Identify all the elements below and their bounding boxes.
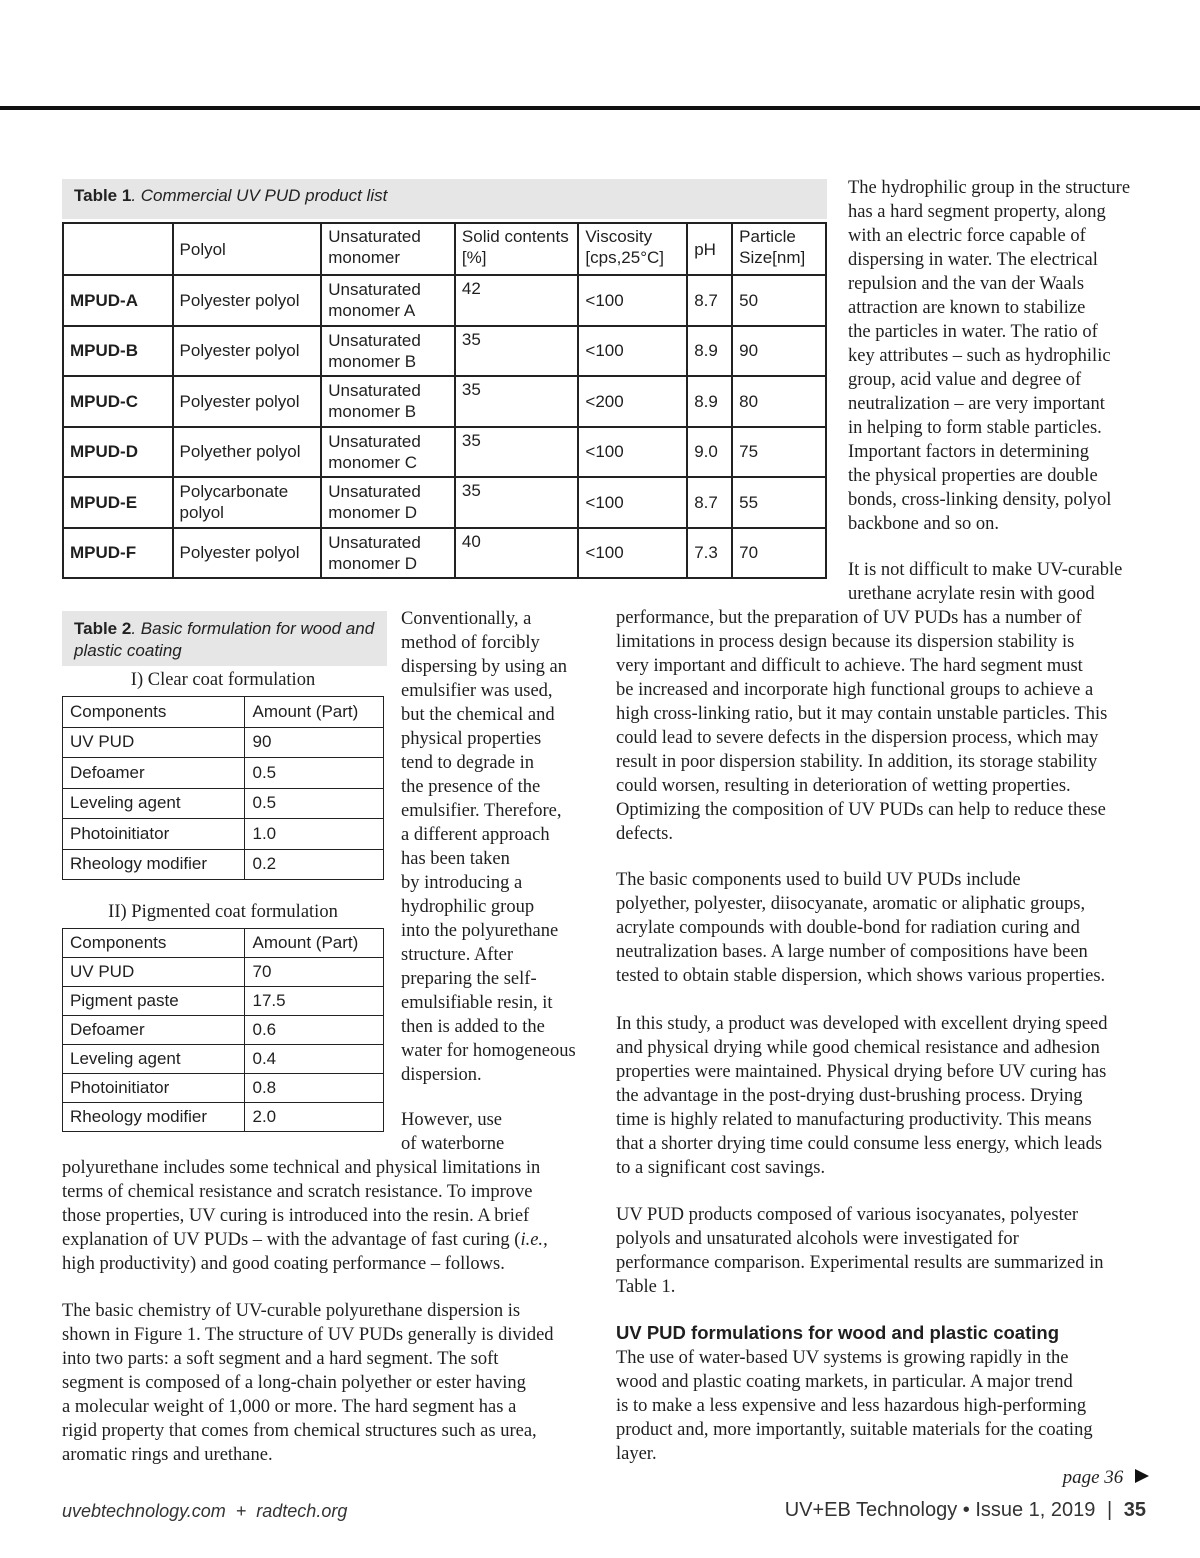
- table-cell: <100: [578, 528, 687, 579]
- table-row: [63, 528, 826, 579]
- text-line: polyether, polyester, diisocyanate, aromatic or aliphatic groups,: [616, 894, 1086, 914]
- table-cell: 90: [245, 727, 384, 758]
- footer-publication-title: UV+EB Technology • Issue 1, 2019: [784, 1499, 1096, 1521]
- table-cell: 35: [455, 376, 578, 427]
- text-line: very important and difficult to achieve. The hard segment must: [616, 656, 1083, 676]
- text-line: Important factors in determining: [848, 442, 1089, 462]
- text-line: high cross-linking ratio, but it may contain unstable particles. This: [616, 704, 1108, 724]
- text-line: urethane acrylate resin with good: [848, 584, 1095, 604]
- table2-caption: [62, 611, 387, 666]
- text-line: tested to obtain stable dispersion, which shows various properties.: [616, 966, 1106, 986]
- table1-label: Table 1: [74, 186, 132, 205]
- section-heading: UV PUD formulations for wood and plastic coating: [616, 1322, 1059, 1343]
- text-line: tend to degrade in: [401, 753, 535, 773]
- table-cell: 0.6: [245, 1016, 384, 1045]
- text-line: However, use: [401, 1110, 502, 1130]
- text-line: preparing the self-: [401, 969, 537, 989]
- table-row: [63, 1016, 384, 1045]
- text-line: explanation of UV PUDs – with the advantage of fast curing (: [62, 1230, 521, 1250]
- right-column-paragraph-3: [616, 1012, 1156, 1180]
- table-cell: 1.0: [245, 819, 384, 850]
- text-line: group, acid value and degree of: [848, 370, 1082, 390]
- column-header: Components: [63, 929, 245, 958]
- table-row: [63, 727, 384, 758]
- table1-caption: [62, 179, 827, 219]
- text-line: polyols and unsaturated alcohols were investigated for: [616, 1229, 1019, 1249]
- text-line: with an electric force capable of: [848, 226, 1086, 246]
- table-row: [63, 1103, 384, 1132]
- text-line: UV PUD products composed of various isocyanates, polyester: [616, 1205, 1079, 1225]
- column-header: Viscosity [cps,25°C]: [578, 223, 687, 275]
- text-line: terms of chemical resistance and scratch resistance. To improve: [62, 1182, 533, 1202]
- text-line: product and, more importantly, suitable materials for the coating: [616, 1420, 1093, 1440]
- text-line: into two parts: a soft segment and a hard segment. The soft: [62, 1349, 499, 1369]
- table2-label: Table 2: [74, 619, 132, 638]
- column-header: [63, 223, 173, 275]
- table-row: [63, 326, 826, 377]
- text-line: In this study, a product was developed with excellent drying speed: [616, 1014, 1108, 1034]
- table-row: [63, 427, 826, 478]
- text-line: i.e.: [520, 1230, 544, 1250]
- text-line: dispersion.: [401, 1065, 482, 1085]
- text-line: It is not difficult to make UV-curable: [848, 560, 1123, 580]
- row-label: MPUD-E: [63, 477, 173, 528]
- continued-page-text: page 36: [1062, 1467, 1124, 1488]
- text-line: to a significant cost savings.: [616, 1158, 826, 1178]
- table-cell: <100: [578, 427, 687, 478]
- row-label: MPUD-B: [63, 326, 173, 377]
- right-column-paragraph-2: [616, 868, 1156, 988]
- table-row: [63, 758, 384, 789]
- text-line: a molecular weight of 1,000 or more. The hard segment has a: [62, 1397, 517, 1417]
- footer-websites: uvebtechnology.com + radtech.org: [62, 1501, 348, 1521]
- table-cell: 75: [732, 427, 826, 478]
- table-row: [63, 376, 826, 427]
- text-line: aromatic rings and urethane.: [62, 1445, 273, 1465]
- table-cell: 70: [245, 958, 384, 987]
- text-line: in helping to form stable particles.: [848, 418, 1102, 438]
- table-cell: 8.9: [687, 326, 732, 377]
- text-line: structure. After: [401, 945, 513, 965]
- table-row: [63, 1045, 384, 1074]
- text-line: rigid property that comes from chemical structures such as urea,: [62, 1421, 537, 1441]
- table-header-row: [63, 223, 826, 275]
- text-line: dispersing by using an: [401, 657, 567, 677]
- text-line: by introducing a: [401, 873, 523, 893]
- table-header-row: [63, 697, 384, 728]
- column-header: pH: [687, 223, 732, 275]
- table-cell: 0.5: [245, 758, 384, 789]
- column-header: Solid contents [%]: [455, 223, 578, 275]
- text-line: emulsifiable resin, it: [401, 993, 553, 1013]
- continued-link[interactable]: [1040, 1467, 1150, 1489]
- table-cell: Rheology modifier: [63, 1103, 245, 1132]
- right-column-paragraph-5: [616, 1346, 1156, 1466]
- right-top-paragraph-2: [848, 558, 1158, 606]
- table-cell: 8.9: [687, 376, 732, 427]
- column-header: Components: [63, 697, 245, 728]
- table-cell: Polyester polyol: [173, 376, 322, 427]
- text-line: time is highly related to manufacturing productivity. This means: [616, 1110, 1092, 1130]
- table2-caption-text: . Basic formulation for wood and plastic coating: [74, 619, 375, 660]
- table-cell: Polycarbonate polyol: [173, 477, 322, 528]
- column-header: Polyol: [173, 223, 322, 275]
- right-column-paragraph-4: [616, 1203, 1156, 1299]
- table-cell: Defoamer: [63, 1016, 245, 1045]
- text-line: properties were maintained. Physical drying before UV curing has: [616, 1062, 1107, 1082]
- column-header: Amount (Part): [245, 697, 384, 728]
- table-cell: Unsaturated monomer C: [321, 427, 455, 478]
- page-number: 35: [1123, 1499, 1146, 1521]
- row-label: MPUD-F: [63, 528, 173, 579]
- text-line: emulsifier was used,: [401, 681, 553, 701]
- text-line: The use of water-based UV systems is growing rapidly in the: [616, 1348, 1069, 1368]
- table1: [62, 222, 827, 579]
- table-header-row: [63, 929, 384, 958]
- text-line: Conventionally, a: [401, 609, 532, 629]
- footer-publication: UV+EB Technology • Issue 1, 2019 | 35: [784, 1499, 1146, 1521]
- text-line: acrylate compounds with double-bond for radiation curing and: [616, 918, 1080, 938]
- table-row: [63, 849, 384, 880]
- table-cell: 35: [455, 477, 578, 528]
- text-line: segment is composed of a long-chain polyether or ester having: [62, 1373, 526, 1393]
- clear-coat-table: [62, 696, 384, 880]
- text-line: method of forcibly: [401, 633, 540, 653]
- text-line: Optimizing the composition of UV PUDs can help to reduce these: [616, 800, 1106, 820]
- table-cell: 2.0: [245, 1103, 384, 1132]
- table-row: [63, 819, 384, 850]
- table-cell: 8.7: [687, 477, 732, 528]
- text-line: has been taken: [401, 849, 510, 869]
- table-cell: Defoamer: [63, 758, 245, 789]
- text-line: a different approach: [401, 825, 550, 845]
- text-line: neutralization bases. A large number of compositions have been: [616, 942, 1088, 962]
- row-label: MPUD-A: [63, 275, 173, 326]
- table-cell: 35: [455, 326, 578, 377]
- text-line: shown in Figure 1. The structure of UV PUDs generally is divided: [62, 1325, 554, 1345]
- table-cell: <100: [578, 326, 687, 377]
- text-line: ,: [543, 1230, 548, 1250]
- table-row: [63, 275, 826, 326]
- table-cell: Unsaturated monomer B: [321, 376, 455, 427]
- text-line: performance, but the preparation of UV PUDs has a number of: [616, 608, 1082, 628]
- text-line: has a hard segment property, along: [848, 202, 1106, 222]
- text-line: Table 1.: [616, 1277, 676, 1297]
- table-cell: Rheology modifier: [63, 849, 245, 880]
- text-line: polyurethane includes some technical and physical limitations in: [62, 1158, 541, 1178]
- right-top-paragraph-1: [848, 176, 1158, 536]
- text-line: is to make a less expensive and less hazardous high-performing: [616, 1396, 1087, 1416]
- column-header: Particle Size[nm]: [732, 223, 826, 275]
- text-line: and physical drying while good chemical resistance and adhesion: [616, 1038, 1100, 1058]
- table-cell: 35: [455, 427, 578, 478]
- text-line: could worsen, resulting in deterioration of wetting properties.: [616, 776, 1071, 796]
- table-cell: 80: [732, 376, 826, 427]
- text-line: could lead to severe defects in the dispersion process, which may: [616, 728, 1099, 748]
- table-cell: 0.2: [245, 849, 384, 880]
- table-row: [63, 1074, 384, 1103]
- table-cell: Polyester polyol: [173, 275, 322, 326]
- table-cell: 17.5: [245, 987, 384, 1016]
- text-line: emulsifier. Therefore,: [401, 801, 562, 821]
- top-rule: [0, 106, 1200, 110]
- table-cell: <100: [578, 477, 687, 528]
- table-cell: 42: [455, 275, 578, 326]
- table-cell: <200: [578, 376, 687, 427]
- text-line: high productivity) and good coating performance – follows.: [62, 1254, 505, 1274]
- table-row: [63, 987, 384, 1016]
- text-line: result in poor dispersion stability. In addition, its storage stability: [616, 752, 1098, 772]
- table1-caption-text: . Commercial UV PUD product list: [131, 186, 388, 205]
- table-cell: 40: [455, 528, 578, 579]
- table-cell: Leveling agent: [63, 1045, 245, 1074]
- table-cell: Unsaturated monomer D: [321, 528, 455, 579]
- text-line: those properties, UV curing is introduced into the resin. A brief: [62, 1206, 530, 1226]
- text-line: dispersing in water. The electrical: [848, 250, 1098, 270]
- text-line: The basic components used to build UV PUDs include: [616, 870, 1021, 890]
- table-cell: 50: [732, 275, 826, 326]
- text-line: defects.: [616, 824, 674, 844]
- narrow-column-paragraph-1: [401, 607, 601, 1087]
- text-line: The basic chemistry of UV-curable polyurethane dispersion is: [62, 1301, 521, 1321]
- text-line: key attributes – such as hydrophilic: [848, 346, 1111, 366]
- table-cell: 8.7: [687, 275, 732, 326]
- table-cell: Leveling agent: [63, 788, 245, 819]
- column-header: Amount (Part): [245, 929, 384, 958]
- table-cell: 55: [732, 477, 826, 528]
- column-header: Unsaturated monomer: [321, 223, 455, 275]
- pigmented-coat-title: II) Pigmented coat formulation: [108, 902, 338, 922]
- table-cell: 70: [732, 528, 826, 579]
- table-row: [63, 788, 384, 819]
- text-line: performance comparison. Experimental results are summarized in: [616, 1253, 1104, 1273]
- text-line: then is added to the: [401, 1017, 545, 1037]
- text-line: layer.: [616, 1444, 657, 1464]
- text-line: hydrophilic group: [401, 897, 535, 917]
- table-cell: 0.4: [245, 1045, 384, 1074]
- text-line: be increased and incorporate high functional groups to achieve a: [616, 680, 1094, 700]
- table-cell: 9.0: [687, 427, 732, 478]
- text-line: the presence of the: [401, 777, 541, 797]
- table-cell: Unsaturated monomer D: [321, 477, 455, 528]
- text-line: neutralization – are very important: [848, 394, 1105, 414]
- triangle-right-icon: [1134, 1468, 1150, 1484]
- right-column-paragraph-1: [616, 606, 1156, 846]
- table-cell: Pigment paste: [63, 987, 245, 1016]
- left-column-paragraph-continued: [62, 1156, 592, 1276]
- table-cell: UV PUD: [63, 727, 245, 758]
- text-line: the physical properties are double: [848, 466, 1098, 486]
- table-cell: UV PUD: [63, 958, 245, 987]
- pigmented-coat-table: [62, 928, 384, 1132]
- text-line: that a shorter drying time could consume less energy, which leads: [616, 1134, 1103, 1154]
- table-cell: Photoinitiator: [63, 1074, 245, 1103]
- text-line: the particles in water. The ratio of: [848, 322, 1098, 342]
- table-row: [63, 477, 826, 528]
- table-cell: Unsaturated monomer B: [321, 326, 455, 377]
- text-line: repulsion and the van der Waals: [848, 274, 1085, 294]
- table-cell: 0.5: [245, 788, 384, 819]
- row-label: MPUD-C: [63, 376, 173, 427]
- narrow-column-paragraph-2: [401, 1108, 601, 1156]
- text-line: bonds, cross-linking density, polyol: [848, 490, 1112, 510]
- table-cell: Polyester polyol: [173, 326, 322, 377]
- clear-coat-title: I) Clear coat formulation: [130, 670, 316, 690]
- text-line: physical properties: [401, 729, 542, 749]
- text-line: wood and plastic coating markets, in particular. A major trend: [616, 1372, 1073, 1392]
- table-cell: Unsaturated monomer A: [321, 275, 455, 326]
- table-cell: Polyester polyol: [173, 528, 322, 579]
- table-cell: 0.8: [245, 1074, 384, 1103]
- table-cell: Photoinitiator: [63, 819, 245, 850]
- text-line: limitations in process design because its dispersion stability is: [616, 632, 1075, 652]
- text-line: attraction are known to stabilize: [848, 298, 1086, 318]
- text-line: the advantage in the post-drying dust-brushing process. Drying: [616, 1086, 1083, 1106]
- table-cell: 7.3: [687, 528, 732, 579]
- text-line: water for homogeneous: [401, 1041, 576, 1061]
- row-label: MPUD-D: [63, 427, 173, 478]
- table-cell: Polyether polyol: [173, 427, 322, 478]
- left-column-paragraph-chemistry: [62, 1299, 592, 1467]
- text-line: into the polyurethane: [401, 921, 559, 941]
- table-row: [63, 958, 384, 987]
- table-cell: 90: [732, 326, 826, 377]
- text-line: The hydrophilic group in the structure: [848, 178, 1131, 198]
- text-line: but the chemical and: [401, 705, 555, 725]
- text-line: backbone and so on.: [848, 514, 1000, 534]
- table-cell: <100: [578, 275, 687, 326]
- text-line: of waterborne: [401, 1134, 505, 1154]
